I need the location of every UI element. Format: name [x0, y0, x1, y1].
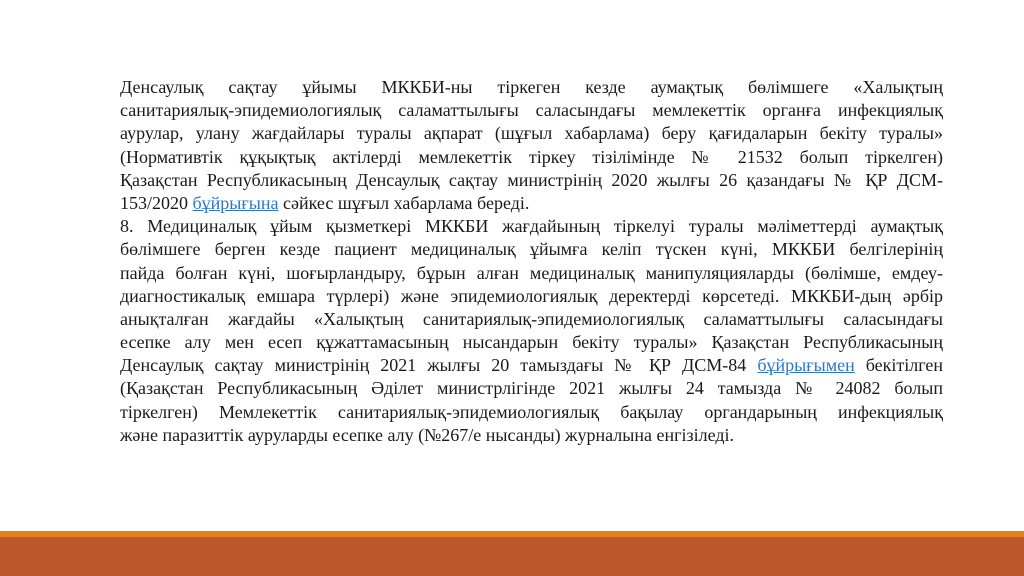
text-line: (Қазақстан Республикасының Әділет министрлігінде 2021 жылғы 24 тамызда № 24082 болып	[120, 378, 943, 399]
text-line: Қазақстан Республикасының Денсаулық сақтау министрінің 2020 жылғы 26 қазандағы № ҚР ДСМ-	[120, 169, 943, 190]
paragraph-notification	[120, 76, 943, 215]
text-line: және паразиттік ауруларды есепке алу (№267/е нысанды) журналына енгізіледі.	[120, 424, 734, 445]
text-line: (Нормативтік құқықтық актілерді мемлекеттік тіркеу тізілімінде № 21532 болып тіркелген)	[120, 146, 943, 167]
text-line: аурулар, улану жағдайлары туралы ақпарат (шұғыл хабарлама) беру қағидаларын бекіту туралы»	[120, 123, 943, 144]
text-line: 8. Медициналық ұйым қызметкері МККБИ жағдайының тіркелуі туралы мәліметтерді аумақтық	[120, 216, 943, 237]
text-line: бөлімшеге берген кезде пациент медициналық ұйымға келіп түскен күні, МККБИ белгілерінің	[120, 239, 943, 260]
text-line: Денсаулық сақтау ұйымы МККБИ-ны тіркеген кезде аумақтық бөлімшеге «Халықтың	[120, 77, 943, 97]
text-line: пайда болған күні, шоғырландыру, бұрын алған медициналық манипуляцияларды (бөлімше, емдеу-	[120, 262, 943, 283]
order-link-2020[interactable]: бұйрығына	[192, 192, 279, 213]
text-line	[120, 192, 943, 215]
text-line: тіркелген) Мемлекеттік санитариялық-эпидемиологиялық бақылау органдарының инфекциялық	[120, 401, 943, 422]
paragraph-item-8	[120, 215, 943, 447]
text-segment: 153/2020	[120, 192, 193, 213]
text-segment: Денсаулық сақтау министрінің 2021 жылғы 20 тамыздағы № ҚР ДСМ-84	[120, 355, 758, 376]
text-line	[120, 354, 943, 377]
slide-text	[120, 76, 943, 447]
text-line: санитариялық-эпидемиологиялық саламаттылығы саласындағы мемлекеттік органға инфекциялық	[120, 100, 943, 121]
text-line: диагностикалық емшара түрлері) және эпидемиологиялық деректерді көрсетеді. МККБИ-дың әрбір	[120, 285, 943, 306]
order-link-2021[interactable]: бұйрығымен	[757, 355, 855, 376]
text-line: есепке алу мен есеп құжаттамасының нысандарын бекіту туралы» Қазақстан Республикасының	[120, 332, 943, 353]
footer-bar	[0, 537, 1024, 576]
text-segment: бекітілген	[854, 355, 943, 376]
text-line: анықталған жағдайы «Халықтың санитариялық-эпидемиологиялық саламаттылығы саласындағы	[120, 308, 943, 329]
text-segment: сәйкес шұғыл хабарлама береді.	[278, 192, 530, 213]
